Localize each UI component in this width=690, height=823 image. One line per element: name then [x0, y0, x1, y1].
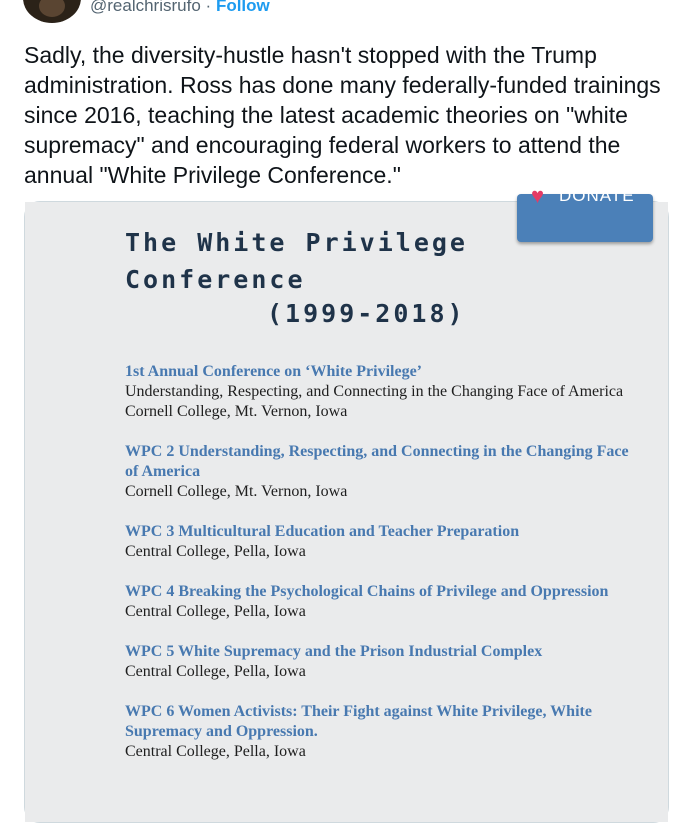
list-item — [125, 442, 640, 502]
list-item — [125, 362, 640, 422]
author-meta — [90, 0, 270, 16]
entry-location: Cornell College, Mt. Vernon, Iowa — [125, 483, 348, 500]
entry-location: Central College, Pella, Iowa — [125, 743, 306, 760]
list-item — [125, 702, 640, 762]
tweet-header — [0, 0, 690, 30]
entry-location: Central College, Pella, Iowa — [125, 543, 306, 560]
tweet-image[interactable] — [24, 183, 669, 823]
author-handle[interactable]: @realchrisrufo — [90, 0, 201, 15]
avatar[interactable] — [23, 0, 81, 23]
entry-title: WPC 3 Multicultural Education and Teacher Preparation — [125, 523, 520, 540]
entry-location: Central College, Pella, Iowa — [125, 603, 306, 620]
list-item — [125, 642, 640, 682]
conference-page — [25, 183, 668, 822]
conference-list — [125, 362, 640, 782]
entry-subtitle: Understanding, Respecting, and Connecting in the Changing Face of America — [125, 383, 624, 400]
list-item — [125, 522, 640, 562]
entry-title: WPC 6 Women Activists: Their Fight against White Privilege, White Supremacy and Oppression. — [125, 703, 592, 740]
entry-location: Central College, Pella, Iowa — [125, 663, 306, 680]
heart-icon: ♥ — [531, 183, 545, 208]
entry-title: 1st Annual Conference on ‘White Privilege’ — [125, 363, 423, 380]
conference-years: (1999-2018) — [267, 299, 466, 328]
conference-title: The White Privilege Conference — [125, 228, 468, 294]
follow-button[interactable]: Follow — [215, 0, 270, 15]
donate-label: DONATE — [559, 186, 635, 205]
separator: · — [205, 0, 212, 15]
list-item — [125, 582, 640, 622]
entry-location: Cornell College, Mt. Vernon, Iowa — [125, 403, 348, 420]
entry-title: WPC 5 White Supremacy and the Prison Industrial Complex — [125, 643, 543, 660]
entry-title: WPC 4 Breaking the Psychological Chains of Privilege and Oppression — [125, 583, 609, 600]
tweet-text: Sadly, the diversity-hustle hasn't stopped with the Trump administration. Ross has done many federally-funded trainings since 2016, teaching the latest academic theories on "white supremacy" and encouraging federal workers to attend the annual "White Privilege Conference." — [24, 42, 661, 188]
entry-title: WPC 2 Understanding, Respecting, and Connecting in the Changing Face of America — [125, 443, 629, 480]
